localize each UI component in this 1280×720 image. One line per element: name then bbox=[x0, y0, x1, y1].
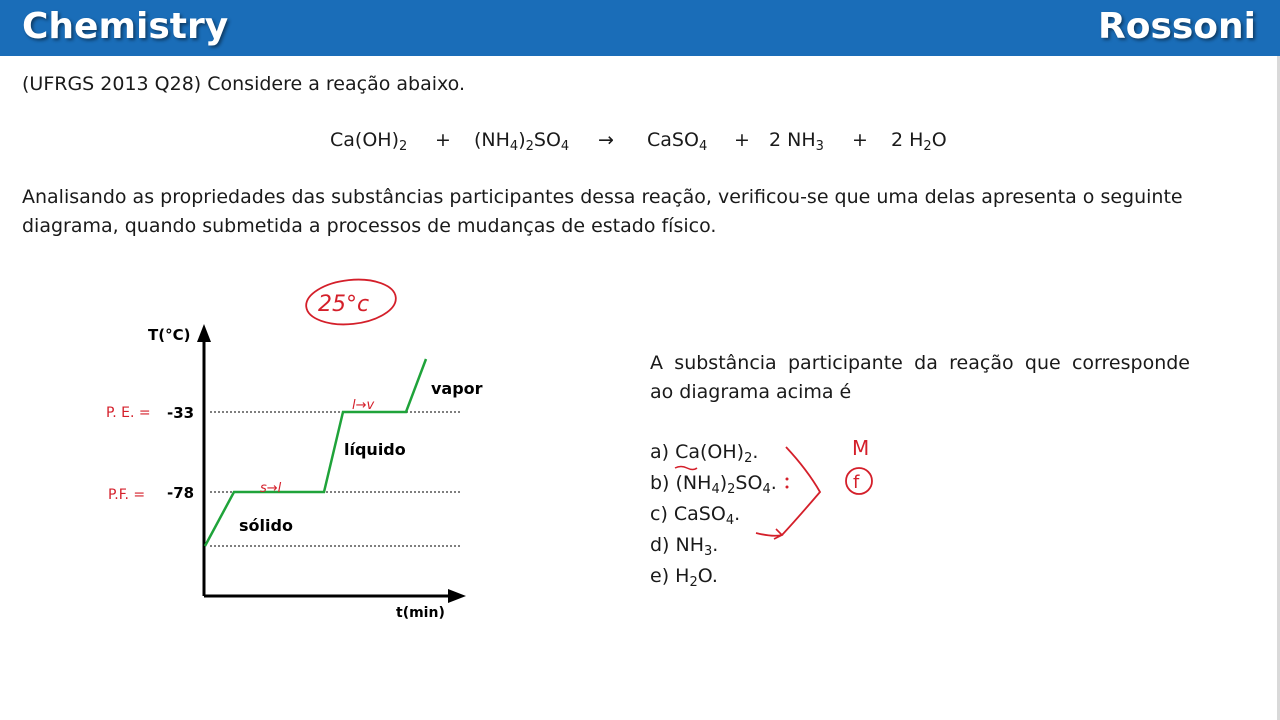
plus-sign: + bbox=[734, 129, 750, 151]
option-d[interactable]: d) $NH_3$. bbox=[650, 534, 719, 559]
y-axis-label: T(°C) bbox=[148, 326, 191, 344]
product-calcium-sulfate: CaSO$_4$ bbox=[647, 129, 708, 154]
option-c[interactable]: c) CaSO$_4$. bbox=[650, 503, 741, 528]
f-note: f bbox=[853, 472, 860, 493]
statement-line-2: ao diagrama acima é bbox=[650, 381, 852, 403]
melt-note: s→l bbox=[260, 481, 282, 496]
x-axis-label: t(min) bbox=[396, 605, 445, 621]
tick-melting: -78 bbox=[167, 484, 195, 502]
product-ammonia: 2 $NH_3$ bbox=[769, 129, 824, 154]
plus-sign: + bbox=[852, 129, 868, 151]
analysis-line-2: diagrama, quando submetida a processos de mudanças de estado físico. bbox=[22, 215, 717, 237]
x-axis-arrowhead bbox=[448, 589, 466, 603]
course-title: Chemistry bbox=[22, 6, 229, 47]
option-a-underline bbox=[675, 467, 697, 470]
temp-note: 25°c bbox=[318, 292, 370, 317]
author-name: Rossoni bbox=[1097, 6, 1256, 47]
reaction-arrow: → bbox=[598, 129, 614, 151]
option-b[interactable]: b) $(NH_4)_2SO_4$. bbox=[650, 472, 777, 497]
question-source: (UFRGS 2013 Q28) Considere a reação abaixo. bbox=[22, 73, 466, 95]
tick-boiling: -33 bbox=[167, 404, 195, 422]
option-e[interactable]: e) $H_2O$. bbox=[650, 565, 718, 590]
answer-bracket bbox=[756, 447, 820, 536]
answer-bracket-arrow bbox=[774, 529, 782, 539]
plus-sign: + bbox=[435, 129, 451, 151]
region-liquid: líquido bbox=[344, 440, 406, 459]
y-axis-arrowhead bbox=[197, 324, 211, 342]
boil-note: l→v bbox=[352, 398, 375, 413]
m-note: M bbox=[852, 436, 870, 460]
reactant-calcium-hydroxide: $Ca(OH)_2$ bbox=[330, 129, 408, 154]
pe-label: P. E. = bbox=[106, 405, 151, 421]
region-vapor: vapor bbox=[431, 379, 483, 398]
reactant-ammonium-sulfate: $(NH_4)_2SO_4$ bbox=[474, 129, 570, 154]
option-a[interactable]: a) $Ca(OH)_2$. bbox=[650, 441, 759, 466]
statement-line-1: A substância participante da reação que corresponde bbox=[650, 352, 1190, 374]
region-solid: sólido bbox=[239, 516, 293, 535]
analysis-line-1: Analisando as propriedades das substâncias participantes dessa reação, verificou-se que uma delas apresenta o seguinte bbox=[22, 186, 1183, 208]
option-b-mark-dot bbox=[786, 486, 789, 489]
option-b-mark-dot bbox=[786, 478, 789, 481]
product-water: 2 $H_2O$ bbox=[891, 129, 947, 154]
pf-label: P.F. = bbox=[108, 487, 146, 503]
